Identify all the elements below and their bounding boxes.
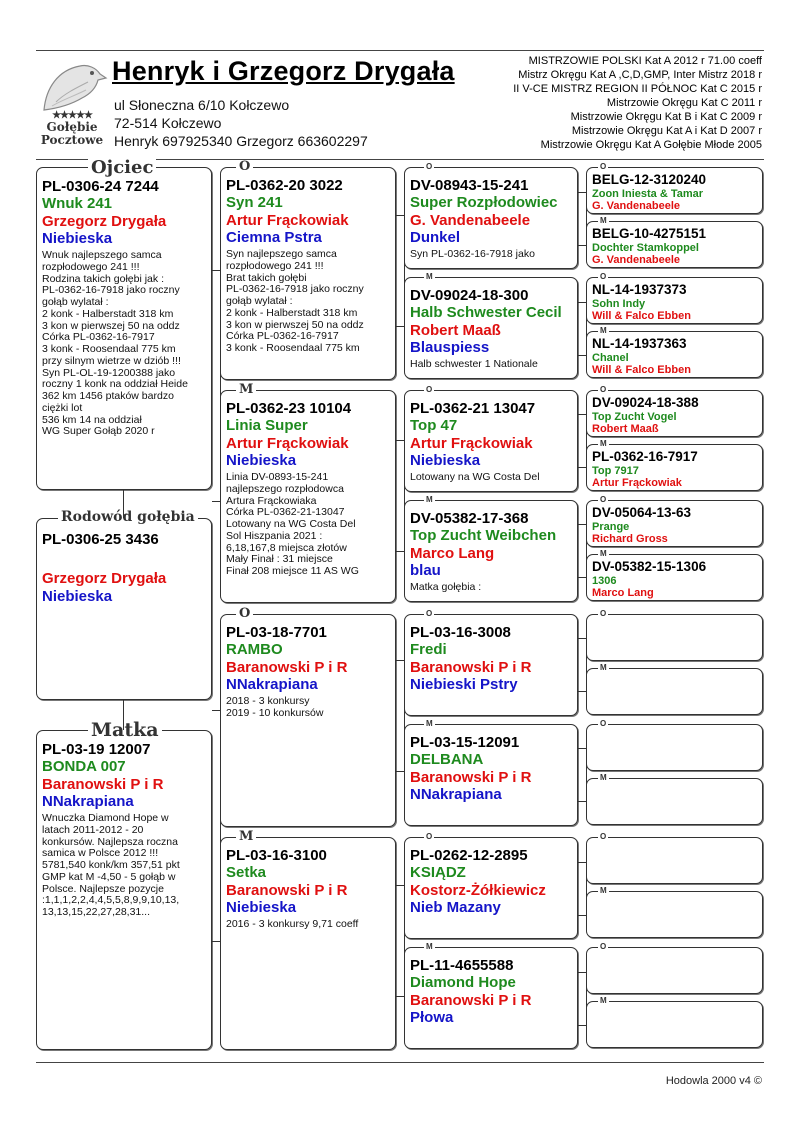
gen3-color: NNakrapiana	[410, 785, 502, 803]
achievement-line: Mistrzowie Okręgu Kat A i Kat D 2007 r	[571, 125, 762, 137]
gen3-color: Blauspiess	[410, 338, 490, 356]
gen2-box[interactable]	[220, 167, 396, 380]
gen3-ring: PL-03-16-3008	[410, 624, 511, 641]
achievement-line: Mistrzowie Okręgu Kat C 2011 r	[606, 97, 762, 109]
gen3-box[interactable]	[404, 614, 578, 716]
achievement-line: MISTRZOWIE POLSKI Kat A 2012 r 71.00 coeff	[528, 55, 762, 67]
achievement-line: Mistrzowie Okręgu Kat A Gołębie Młode 2005	[540, 139, 762, 151]
father-breeder: Grzegorz Drygała	[42, 212, 167, 230]
gen4-name: Zoon Iniesta & Tamar	[592, 187, 704, 200]
gen4-box-empty[interactable]	[586, 837, 763, 884]
gen3-ring: PL-03-15-12091	[410, 734, 520, 751]
gen4-breeder: Robert Maaß	[592, 423, 659, 436]
dam-label: M	[426, 495, 433, 504]
gen4-breeder: Will & Falco Ebben	[592, 310, 691, 323]
mother-color: NNakrapiana	[42, 792, 134, 810]
father-color: Niebieska	[42, 229, 113, 247]
dam-label: M	[600, 886, 607, 895]
gen4-ring: NL-14-1937373	[592, 282, 687, 297]
gen2-color: NNakrapiana	[226, 675, 318, 693]
gen2-name: Linia Super	[226, 417, 308, 435]
footer-rule	[36, 1062, 764, 1063]
gen2-ring: PL-0362-23 10104	[226, 400, 352, 417]
gen4-box[interactable]	[586, 390, 763, 437]
software-credit: Hodowla 2000 v4 ©	[665, 1075, 762, 1087]
gen3-breeder: Artur Frąckowiak	[410, 434, 533, 452]
gen4-breeder: Artur Frąckowiak	[592, 477, 682, 490]
gen3-name: Diamond Hope	[410, 974, 516, 992]
father-description: Wnuk najlepszego samca rozpłodowego 241 !!! Rodzina takich gołębi jak : PL-0362-16-7918 jako roczny gołąb wylatał : 2 konk - Halberstadt 318 km 3 kon w pierwszej 50 na oddz Córka PL-0362-16-7917 3 konk - Roosendaal 775 km przy silnym wietrze w dziób !!! Syn PL-OL-19-1200388 jako roczny 1 konk na oddział Heide 362 km 1456 ptaków bardzo ciężki lot 536 km 14 na oddział WG Super Gołąb 2020 r	[42, 249, 188, 438]
breeder-title: Henryk i Grzegorz Drygała	[112, 56, 455, 86]
gen3-box[interactable]	[404, 947, 578, 1049]
gen3-box[interactable]	[404, 277, 578, 379]
dam-label: M	[600, 996, 607, 1005]
gen2-breeder: Baranowski P i R	[226, 881, 348, 899]
gen3-breeder: Baranowski P i R	[410, 658, 532, 676]
mother-breeder: Baranowski P i R	[42, 775, 164, 793]
gen4-box-empty[interactable]	[586, 668, 763, 715]
gen3-description: Lotowany na WG Costa Del	[410, 471, 540, 483]
gen3-name: KSIĄDZ	[410, 864, 466, 882]
gen3-ring: PL-0362-21 13047	[410, 400, 536, 417]
gen3-name: Halb Schwester Cecil	[410, 304, 562, 322]
gen3-color: Nieb Mazany	[410, 898, 501, 916]
subject-color: Niebieska	[42, 587, 113, 605]
gen2-ring: PL-0362-20 3022	[226, 177, 343, 194]
pigeon-icon	[36, 58, 108, 116]
gen4-name: 1306	[592, 574, 617, 587]
gen4-box-empty[interactable]	[586, 891, 763, 938]
sire-label: O	[600, 832, 607, 841]
gen2-color: Niebieska	[226, 451, 297, 469]
gen3-box[interactable]	[404, 390, 578, 492]
gen2-breeder: Artur Frąckowiak	[226, 211, 349, 229]
gen3-box[interactable]	[404, 724, 578, 826]
gen4-box-empty[interactable]	[586, 1001, 763, 1048]
gen3-name: Top Zucht Weibchen	[410, 527, 557, 545]
gen4-breeder: G. Vandenabeele	[592, 254, 681, 267]
gen4-ring: PL-0362-16-7917	[592, 449, 698, 464]
gen3-breeder: Marco Lang	[410, 544, 495, 562]
connector	[123, 490, 124, 518]
logo-stars: ★★★★★	[52, 110, 92, 121]
gen3-box[interactable]	[404, 837, 578, 939]
dam-label: M	[426, 719, 433, 728]
gen2-color: Ciemna Pstra	[226, 228, 322, 246]
gen4-name: Top Zucht Vogel	[592, 410, 677, 423]
gen4-box[interactable]	[586, 554, 763, 601]
father-box[interactable]	[36, 167, 212, 490]
sire-label: O	[236, 607, 253, 620]
gen4-box[interactable]	[586, 444, 763, 491]
top-rule	[36, 50, 764, 51]
dam-label: M	[600, 326, 607, 335]
gen4-name: Top 7917	[592, 464, 639, 477]
gen4-box-empty[interactable]	[586, 947, 763, 994]
dam-label: M	[600, 773, 607, 782]
gen3-ring: DV-08943-15-241	[410, 177, 529, 194]
gen2-box[interactable]	[220, 390, 396, 603]
gen4-box[interactable]	[586, 331, 763, 378]
dam-label: M	[426, 942, 433, 951]
gen4-box-empty[interactable]	[586, 724, 763, 771]
gen4-breeder: G. Vandenabeele	[592, 200, 681, 213]
gen2-name: RAMBO	[226, 641, 283, 659]
gen4-box[interactable]	[586, 167, 763, 214]
sire-label: O	[426, 162, 433, 171]
gen4-box-empty[interactable]	[586, 778, 763, 825]
achievements	[513, 54, 762, 152]
gen2-box[interactable]	[220, 837, 396, 1050]
gen4-ring: BELG-12-3120240	[592, 172, 707, 187]
gen2-color: Niebieska	[226, 898, 297, 916]
gen3-name: Super Rozpłodowiec	[410, 194, 558, 212]
gen3-color: Płowa	[410, 1008, 454, 1026]
gen3-description: Halb schwester 1 Nationale	[410, 358, 538, 370]
address-line-1: ul Słoneczna 6/10 Kołczewo	[114, 97, 290, 113]
dam-label: M	[426, 272, 433, 281]
gen3-color: Niebieski Pstry	[410, 675, 518, 693]
gen3-box[interactable]	[404, 167, 578, 269]
dam-label: M	[600, 663, 607, 672]
sire-label: O	[600, 719, 607, 728]
achievement-line: II V-CE MISTRZ REGION II PÓŁNOC Kat C 2015 r	[513, 83, 762, 95]
gen2-breeder: Baranowski P i R	[226, 658, 348, 676]
address-line-2: 72-514 Kołczewo	[114, 115, 222, 131]
gen4-box-empty[interactable]	[586, 614, 763, 661]
gen3-name: DELBANA	[410, 751, 484, 769]
gen3-box[interactable]	[404, 500, 578, 602]
gen4-box[interactable]	[586, 221, 763, 268]
gen4-name: Sohn Indy	[592, 297, 646, 310]
gen4-name: Dochter Stamkoppel	[592, 241, 699, 254]
subject-ring: PL-0306-25 3436	[42, 531, 159, 548]
logo-line1: Gołębie	[46, 120, 98, 134]
gen4-ring: DV-09024-18-388	[592, 395, 699, 410]
gen4-box[interactable]	[586, 277, 763, 324]
gen2-description: Linia DV-0893-15-241 najlepszego rozpłodowca Artura Frąckowiaka Córka PL-0362-21-13047 Lotowany na WG Costa Del Sol Hiszpania 2021 : 6,18,167,8 miejsca złotów Mały Finał : 31 miejsce Finał 208 miejsce 11 AS WG	[226, 471, 359, 577]
gen4-ring: DV-05064-13-63	[592, 505, 692, 520]
achievement-line: Mistrzowie Okręgu Kat B i Kat C 2009 r	[570, 111, 762, 123]
father-name: Wnuk 241	[42, 195, 113, 213]
gen4-ring: DV-05382-15-1306	[592, 559, 707, 574]
gen3-color: Niebieska	[410, 451, 481, 469]
sire-label: O	[600, 609, 607, 618]
gen2-ring: PL-03-16-3100	[226, 847, 327, 864]
gen4-box[interactable]	[586, 500, 763, 547]
logo-line2: Pocztowe	[40, 133, 104, 147]
dam-label: M	[236, 830, 256, 843]
gen3-breeder: Kostorz-Żółkiewicz	[410, 881, 546, 899]
gen2-description: 2016 - 3 konkursy 9,71 coeff	[226, 918, 359, 930]
dam-label: M	[236, 383, 256, 396]
gen3-description: Matka gołębia :	[410, 581, 482, 593]
gen3-name: Fredi	[410, 641, 447, 659]
subject-breeder: Grzegorz Drygała	[42, 570, 167, 588]
sire-label: O	[600, 272, 607, 281]
gen3-name: Top 47	[410, 417, 458, 435]
father-label: Ojciec	[88, 159, 156, 177]
gen3-breeder: Robert Maaß	[410, 321, 501, 339]
gen2-box[interactable]	[220, 614, 396, 827]
mother-description: Wnuczka Diamond Hope w latach 2011-2012 - 20 konkursów. Najlepsza roczna samica w Polsce 2012 !!! 5781,540 konk/km 357,51 pkt GMP kat M -4,50 - 5 gołąb w Polsce. Najlepsze pozycje :1,1,1,2,2,4,4,5,5,8,9,9,10,13, 13,13,15,22,27,28,31...	[42, 812, 180, 918]
gen3-color: Dunkel	[410, 228, 461, 246]
mother-ring: PL-03-19 12007	[42, 741, 151, 758]
dam-label: M	[600, 439, 607, 448]
dam-label: M	[600, 216, 607, 225]
gen3-breeder: G. Vandenabeele	[410, 211, 531, 229]
sire-label: O	[426, 832, 433, 841]
gen2-name: Setka	[226, 864, 267, 882]
sire-label: O	[426, 385, 433, 394]
mother-box[interactable]	[36, 730, 212, 1050]
gen4-ring: BELG-10-4275151	[592, 226, 707, 241]
gen4-breeder: Will & Falco Ebben	[592, 364, 691, 377]
gen2-breeder: Artur Frąckowiak	[226, 434, 349, 452]
gen3-description: Syn PL-0362-16-7918 jako	[410, 248, 535, 260]
mother-name: BONDA 007	[42, 758, 126, 776]
gen4-name: Chanel	[592, 351, 629, 364]
gen3-color: blau	[410, 561, 441, 579]
gen4-ring: NL-14-1937363	[592, 336, 687, 351]
gen3-ring: DV-05382-17-368	[410, 510, 529, 527]
subject-box[interactable]	[36, 518, 212, 700]
father-ring: PL-0306-24 7244	[42, 178, 159, 195]
achievement-line: Mistrz Okręgu Kat A ,C,D,GMP, Inter Mistrz 2018 r	[518, 69, 762, 81]
gen3-ring: PL-11-4655588	[410, 957, 514, 974]
connector	[123, 700, 124, 730]
sire-label: O	[600, 942, 607, 951]
sire-label: O	[600, 385, 607, 394]
mother-label: Matka	[88, 721, 162, 740]
address-line-3: Henryk 697925340 Grzegorz 663602297	[114, 133, 368, 149]
gen3-ring: DV-09024-18-300	[410, 287, 529, 304]
gen4-breeder: Marco Lang	[592, 587, 654, 600]
pedigree-label: Rodowód gołębia	[58, 510, 198, 524]
dam-label: M	[600, 549, 607, 558]
gen2-description: 2018 - 3 konkursy 2019 - 10 konkursów	[226, 695, 324, 719]
gen2-ring: PL-03-18-7701	[226, 624, 327, 641]
gen2-description: Syn najlepszego samca rozpłodowego 241 !!! Brat takich gołębi PL-0362-16-7918 jako roczny gołąb wylatał : 2 konk - Halberstadt 318 km 3 kon w pierwszej 50 na oddz Córka PL-0362-16-7917 3 konk - Roosendaal 775 km	[226, 248, 364, 354]
gen4-breeder: Richard Gross	[592, 533, 668, 546]
sire-label: O	[600, 162, 607, 171]
gen3-breeder: Baranowski P i R	[410, 768, 532, 786]
gen2-name: Syn 241	[226, 194, 283, 212]
sire-label: O	[426, 609, 433, 618]
sire-label: O	[600, 495, 607, 504]
gen3-ring: PL-0262-12-2895	[410, 847, 528, 864]
gen3-breeder: Baranowski P i R	[410, 991, 532, 1009]
sire-label: O	[236, 160, 253, 173]
gen4-name: Prange	[592, 520, 630, 533]
